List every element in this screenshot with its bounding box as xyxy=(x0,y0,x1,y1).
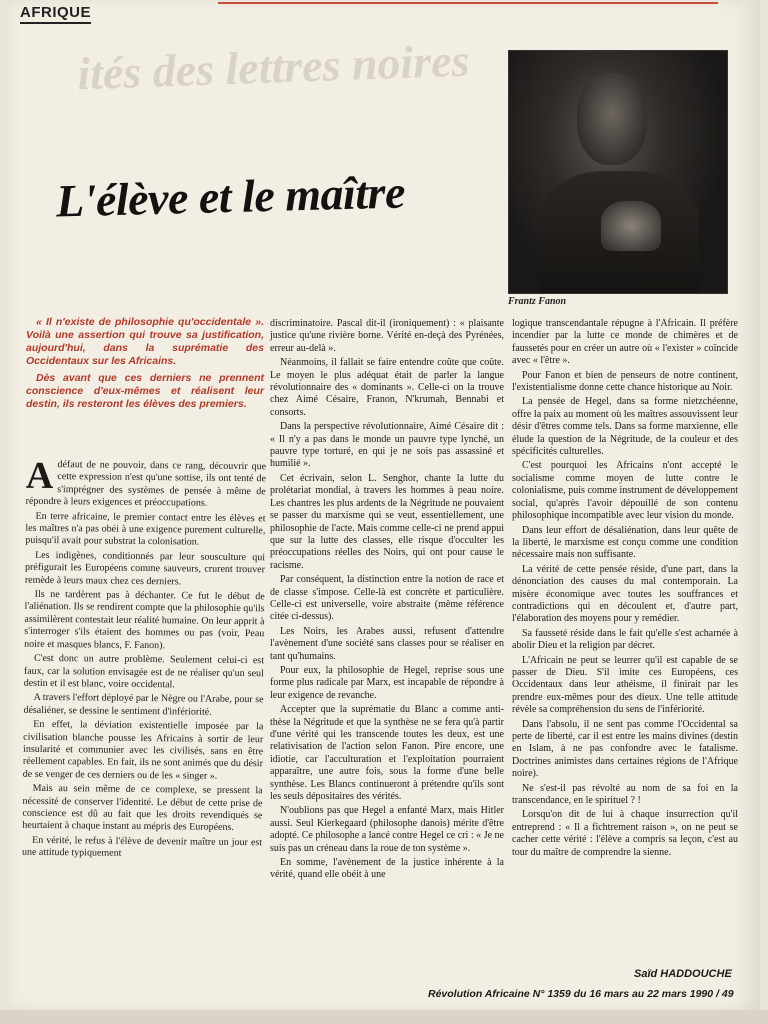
ghost-heading: ités des lettres noires xyxy=(76,34,471,100)
magazine-page xyxy=(8,0,760,1020)
column-paragraph: Les Noirs, les Arabes aussi, refusent d'attendre l'avènement d'une société sans classes pour se réaliser en tant qu'humains. xyxy=(270,625,504,662)
column-2 xyxy=(270,318,504,884)
column-paragraph: Cet écrivain, selon L. Senghor, chante la lutte du prolétariat mondial, à travers les hommes à peau noire. Les chantres les plus ardents de la Négritude ne pouvaient se passer du marxisme qui se veut, essentiellement, une philosophie de l'acte. Mais comme celle-ci ne prend appui que sur la lutte des classes, elle risque d'occulter les préoccupations réelles des Noirs, qui ont pour cause le racisme. xyxy=(270,472,504,571)
column-paragraph: Pour Fanon et bien de penseurs de notre continent, l'existentialisme donne cette chance historique au Noir. xyxy=(512,369,738,394)
column-paragraph: discriminatoire. Pascal dit-il (ironiquement) : « plaisante justice qu'une rivière borne. Vérité en-deçà des Pyrénées, erreur au-delà ». xyxy=(270,318,504,354)
column-paragraph: Néanmoins, il fallait se faire entendre coûte que coûte. Le moyen le plus adéquat était de parler la langue révolutionnaire des « dominants ». Celle-ci on la trouve chez Aimé Césaire, Franon, N'krumah, Bennabi et consorts. xyxy=(270,357,504,418)
column-paragraph: En terre africaine, le premier contact entre les élèves et les maîtres n'a pas obéi à une exigence purement culturelle, puisqu'il avait pour substrat la colonisation. xyxy=(25,510,266,549)
column-paragraph: En vérité, le refus à l'élève de devenir maître un jour est une attitude typiquement xyxy=(21,834,263,859)
section-label: AFRIQUE xyxy=(20,4,91,24)
column-paragraph: En effet, la déviation existentielle imposée par la civilisation blanche pousse les Africains à sortir de leur insularité et communier avec les civilisés, sans en être réellement capables. En fait, ils ne sont animés que du désir de se venger de ces derniers ou de les « singer ». xyxy=(22,718,264,782)
page-edge xyxy=(0,1010,768,1024)
column-paragraph: Dans la perspective révolutionnaire, Aimé Césaire dit : « Il n'y a pas dans le monde un pauvre type lynché, un pauvre type torturé, en qui je ne sois pas assassiné et humilié ». xyxy=(270,421,504,470)
column-paragraph: Dans l'absolu, il ne sent pas comme l'Occidental sa perte de liberté, car il est entre les mains divines (destin en Islam, à ne pas confondre avec le fatalisme. Doctrines animistes dans certaines régions de l'Afrique noire). xyxy=(512,718,738,780)
column-paragraph: logique transcendantale répugne à l'Africain. Il préfère incendier par la lutte ce monde de chimères et de faussetés pour en créer un autre où « l'exister » coïncide avec « l'être ». xyxy=(512,318,738,367)
column-paragraph: En somme, l'avènement de la justice inhérente à la vérité, quand elle obéit à une xyxy=(270,857,504,881)
paragraph-text: défaut de ne pouvoir, dans ce rang, découvrir que cette expression n'est qu'une sottise, ils ont tenté de s'imprégner des systèmes de pensée à même de répondre à leurs exigences et préoccupations. xyxy=(25,459,267,509)
column-paragraph: Mais au sein même de ce complexe, se pressent la nécessité de conserver l'identité. Le début de cette prise de conscience est dû au fait que les droits revendiqués se heurtaient à chaque instant au mépris des Européens. xyxy=(22,782,263,834)
photo-face xyxy=(577,73,647,165)
author-byline: Saïd HADDOUCHE xyxy=(634,968,732,980)
column-paragraph: A travers l'effort déployé par le Nègre ou l'Arabe, pour se désaliéner, se dessine le sentiment d'infériorité. xyxy=(23,692,264,718)
article-title: L'élève et le maître xyxy=(55,166,406,227)
column-paragraph: Les indigènes, conditionnés par leur sousculture qui préfigurait les Européens comme sauveurs, crurent trouver remède à leurs maux chez ces derniers. xyxy=(24,549,266,588)
column-paragraph: N'oublions pas que Hegel a enfanté Marx, mais Hitler aussi. Seul Kierkegaard (philosophe danois) mérite d'être adopté. Ce philosophe a lancé contre Hegel ce cri : « Je ne suis pas un créneau dans la roue de ton système ». xyxy=(270,805,504,854)
column-paragraph: Ne s'est-il pas révolté au nom de sa foi en la transcendance, en le spirituel ? ! xyxy=(512,782,738,807)
lede-paragraph: « Il n'existe de philosophie qu'occidentale ». Voilà une assertion qui trouve sa justification, aujourd'hui, dans la suprématie des Occidentaux sur les Africains. xyxy=(26,316,264,367)
column-paragraph: La vérité de cette pensée réside, d'une part, dans la dénonciation des causes du mal contemporain. La misère économique avec toutes les souffrances et contradictions qui en découlent et, d'autre part, l'élaboration des moyens pour y remédier. xyxy=(512,563,738,625)
column-paragraph: Dans leur effort de désaliénation, dans leur quête de la liberté, le marxisme est conçu comme une condition nécessaire mais non suffisante. xyxy=(512,524,738,561)
column-3 xyxy=(512,318,738,861)
drop-cap: A xyxy=(25,454,54,498)
column-paragraph: Lorsqu'on dit de lui à chaque insurrection qu'il entreprend : « Il a fichtrement raison », on ne peut se cacher cette vérité : l'élève a compris sa leçon, c'est au tour du maître de comprendre la sienne. xyxy=(512,809,738,858)
page-footer: Révolution Africaine N° 1359 du 16 mars au 22 mars 1990 / 49 xyxy=(428,988,734,1000)
column-paragraph: Pour eux, la philosophie de Hegel, reprise sous une forme plus radicale par Marx, est incapable de répondre à leur exigence de revanche. xyxy=(270,664,504,701)
column-paragraph: Ils ne tardèrent pas à déchanter. Ce fut le début de l'aliénation. Ils se rendirent compte que la philosophie qu'ils assimilèrent contestait leur réalité humaine. On leur apprit à s'interroger s'ils étaient des hommes ou pas (voir, Peau noire et masques blancs, F. Fanon). xyxy=(24,588,265,651)
column-paragraph: La pensée de Hegel, dans sa forme nietzchéenne, offre la paix au moment où les maîtres assouvissent leur désir d'êtres comme tels. Dans sa forme marxienne, elle élude la question de la Négritude, de la couleur et des spécificités culturelles. xyxy=(512,396,738,458)
article-lede xyxy=(26,316,264,415)
column-paragraph: Accepter que la suprématie du Blanc a comme anti-thèse la Négritude et que la synthèse ne se fera qu'à partir d'une vérité qui les transcende toutes les deux, est une relativisation de l'action selon Fanon. Pire encore, une idiotie, car l'acculturation et l'exploitation pourraient apparaître, une autre fois, sous la forme d'une belle synthèse. Les Blancs continueront à prétendre qu'ils sont les seuls dépositaires des vérités. xyxy=(270,704,504,803)
lede-paragraph: Dès avant que ces derniers ne prennent conscience d'eux-mêmes et réalisent leur destin, ils resteront les élèves des premiers. xyxy=(26,372,264,410)
header-rule xyxy=(218,2,718,4)
photo-caption: Frantz Fanon xyxy=(508,296,567,307)
column-paragraph: C'est pourquoi les Africains n'ont accepté le socialisme comme moyen de lutte contre le colonialisme, puis comme instrument de développement social, qu'après l'avoir dépouillé de son contenu philosophique incompatible avec leur vision du monde. xyxy=(512,460,738,522)
column-paragraph: C'est donc un autre problème. Seulement celui-ci est faux, car la solution envisagée est de ne réaliser qu'un seul destin et il est blanc, voire occidental. xyxy=(23,652,265,691)
photo-hands xyxy=(601,201,661,251)
column-paragraph xyxy=(25,454,267,511)
column-paragraph: L'Africain ne peut se leurrer qu'il est capable de se passer de Dieu. S'il imite ces Européens, ces Occidentaux dans leur athéisme, il finirait par les prendre eux-mêmes pour des dieux. Une telle attitude révèle sa compréhension du sens de l'infériorité. xyxy=(512,654,738,716)
column-paragraph: Par conséquent, la distinction entre la notion de race et de classe s'impose. Celle-là est concrète et particulière. Celle-ci est universelle, voire abstraite (même référence citée ci-dessus). xyxy=(270,574,504,623)
column-1 xyxy=(21,454,267,864)
column-paragraph: Sa fausseté réside dans le fait qu'elle s'est acharnée à abolir Dieu et la religion par décret. xyxy=(512,627,738,652)
author-photo xyxy=(508,50,728,294)
